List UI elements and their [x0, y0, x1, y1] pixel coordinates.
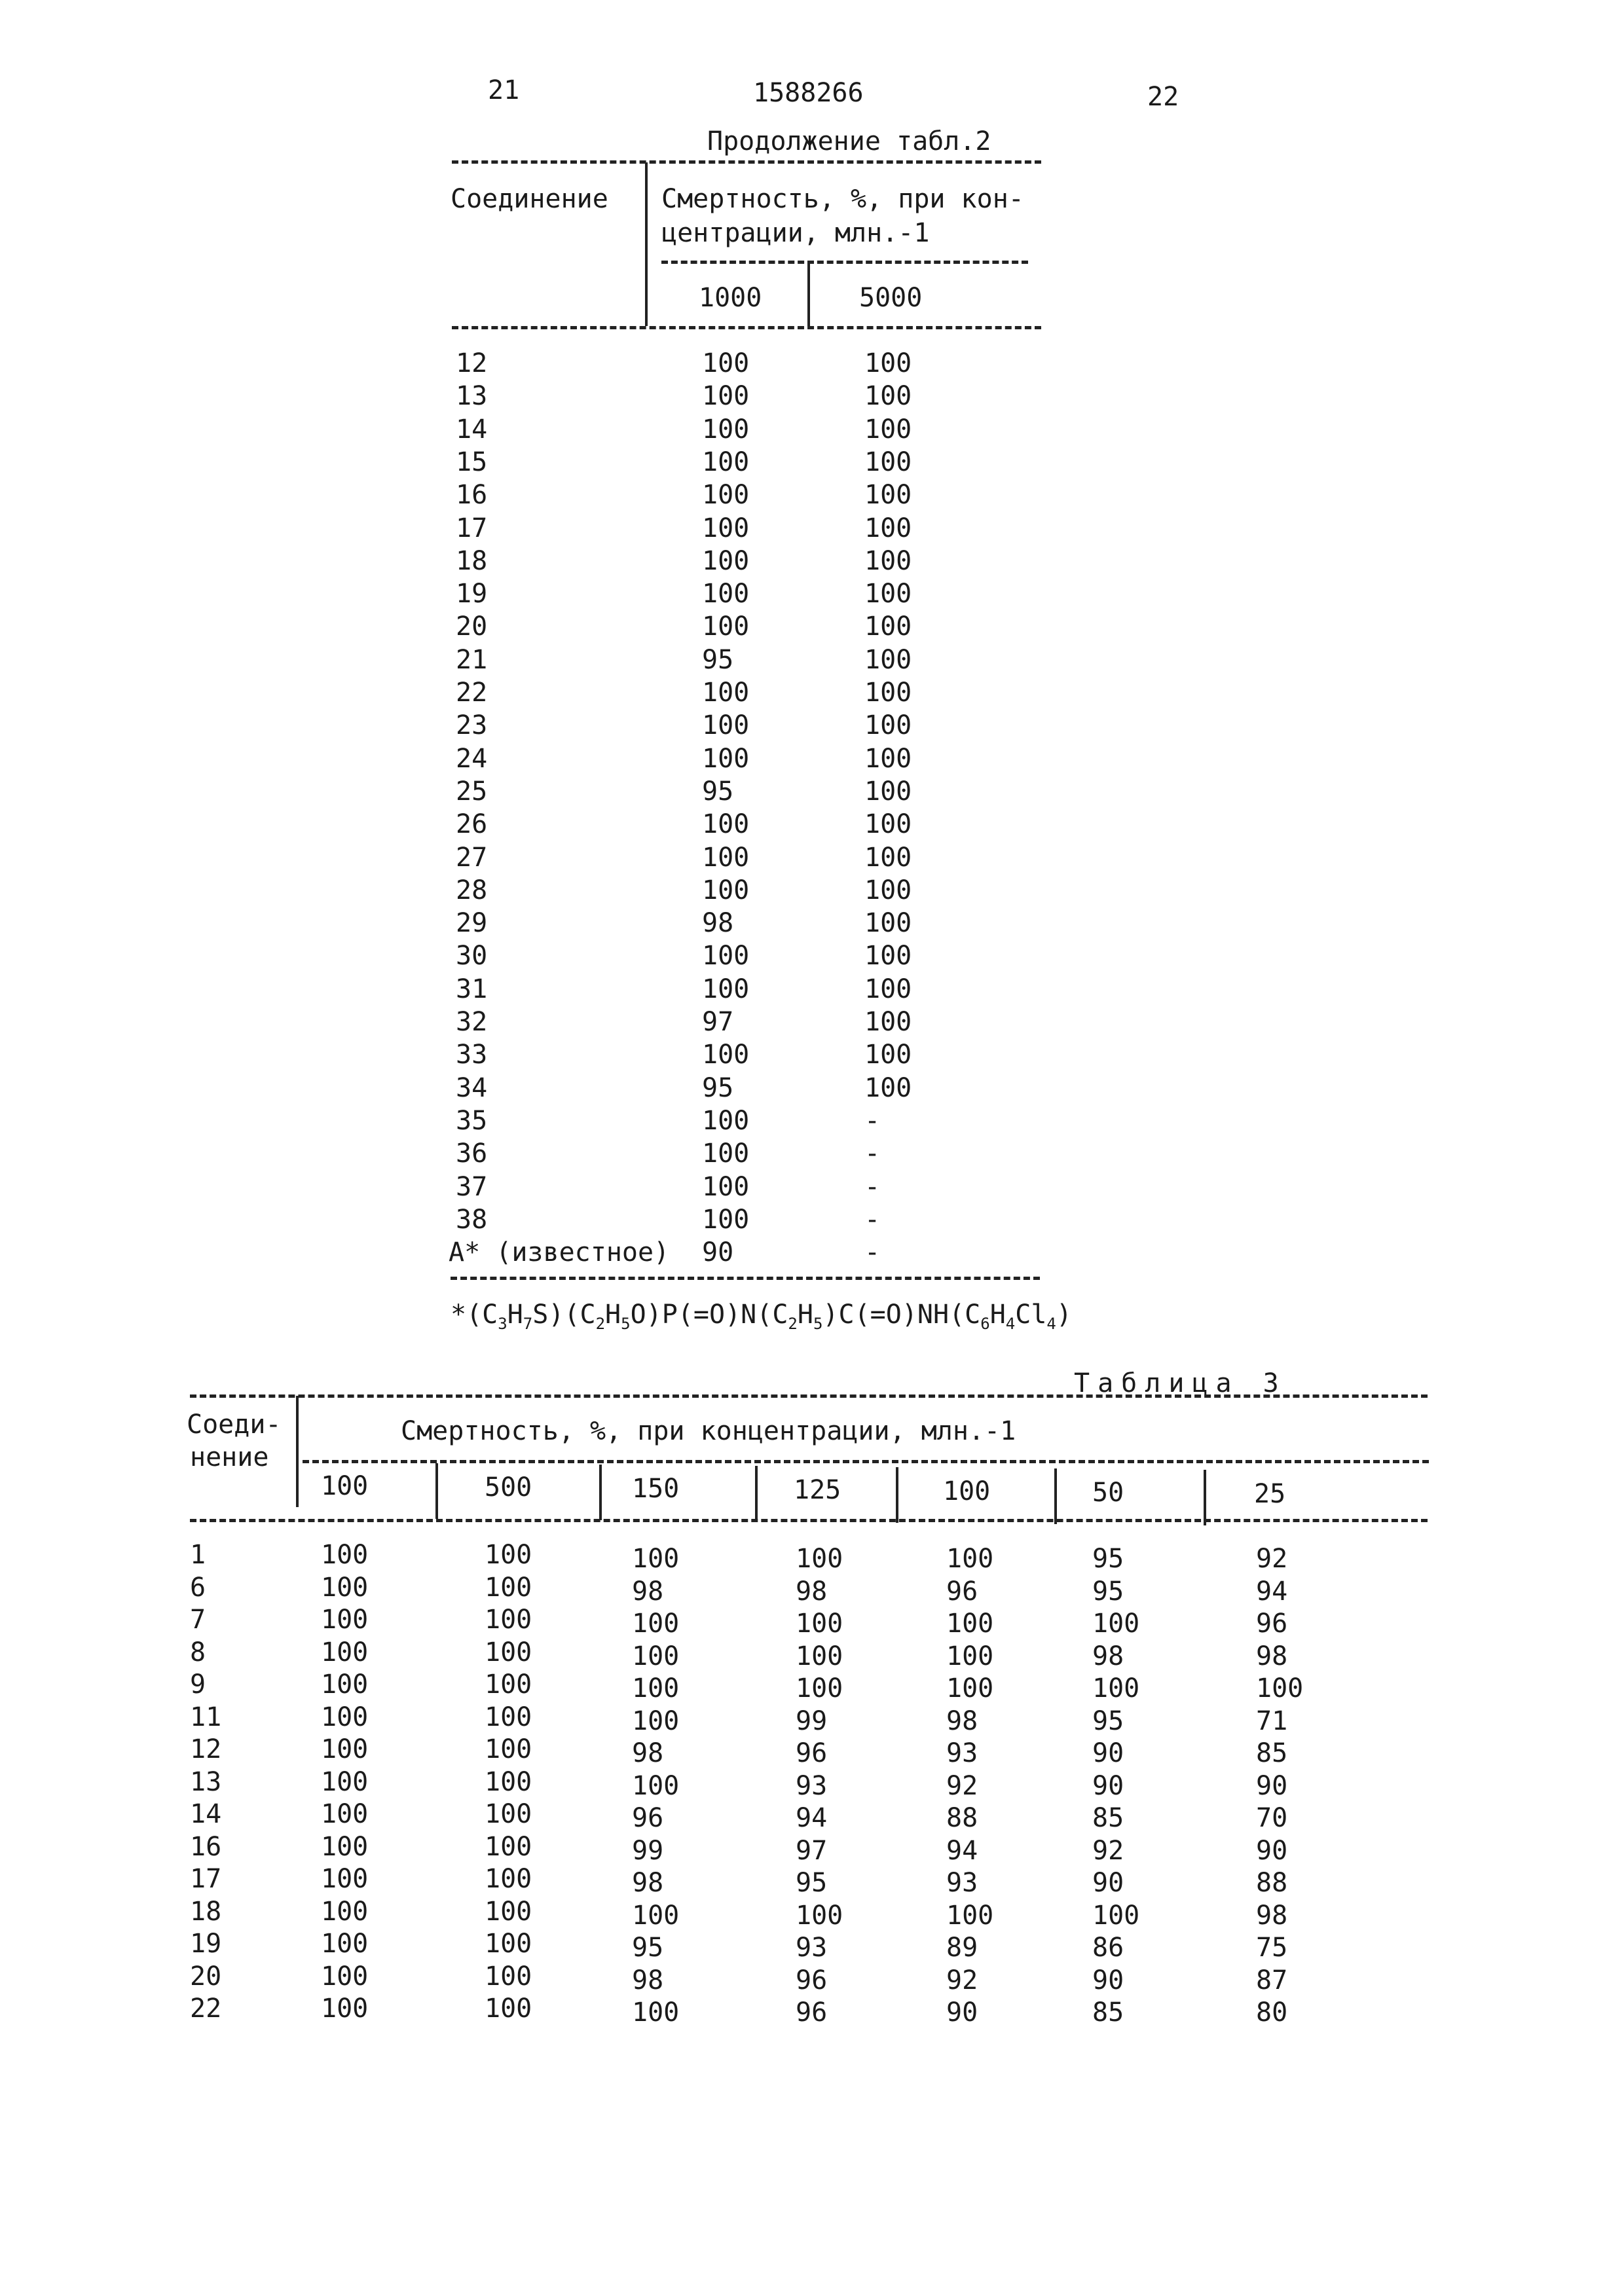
table3-cell-500: 100: [485, 1605, 532, 1635]
table3-cell-150: 100: [632, 1673, 680, 1704]
table2-cell-conc-5000: 100: [864, 414, 912, 445]
table2-cell-conc-5000: 100: [864, 908, 912, 938]
table2-cell-conc-5000: 100: [864, 809, 912, 839]
table3-cell-100: 100: [321, 1734, 369, 1764]
table3-cell-compound: 11: [190, 1702, 222, 1732]
table2-cell-conc-5000: 100: [864, 843, 912, 873]
table2-cell-conc-1000: 100: [702, 1040, 750, 1070]
table2-header-bottom-rule: [452, 326, 1041, 329]
table2-cell-conc-1000: 100: [702, 480, 750, 510]
table2-cell-conc-1000: 100: [702, 1205, 750, 1235]
table3-cell-compound: 8: [190, 1637, 206, 1667]
table2-cell-compound: 29: [456, 908, 488, 938]
table3-header-bottom-rule: [190, 1519, 1428, 1522]
table3-cell-500: 100: [485, 1767, 532, 1797]
table2-cell-compound: 25: [456, 776, 488, 807]
table3-cell-100b: 98: [946, 1706, 978, 1736]
table3-cell-25: 96: [1256, 1609, 1288, 1639]
table3-conc-divider: [599, 1465, 602, 1520]
table3-cell-100b: 100: [946, 1544, 994, 1574]
table2-cell-conc-1000: 100: [702, 843, 750, 873]
table3-cell-100b: 94: [946, 1836, 978, 1866]
table3-cell-125: 97: [796, 1836, 828, 1866]
table2-cell-conc-1000: 100: [702, 710, 750, 740]
table2-cell-conc-1000: 100: [702, 546, 750, 576]
table3-cell-50: 92: [1092, 1836, 1124, 1866]
table3-cell-compound: 20: [190, 1961, 222, 1992]
table3-cell-100b: 93: [946, 1738, 978, 1768]
table3-cell-100b: 96: [946, 1576, 978, 1607]
table2-cell-conc-5000: -: [864, 1172, 881, 1202]
table2-cell-compound: 26: [456, 809, 488, 839]
table3-conc-header: 50: [1092, 1478, 1124, 1508]
table3-cell-25: 70: [1256, 1803, 1288, 1833]
table3-cell-100: 100: [321, 1573, 369, 1603]
table3-cell-125: 100: [796, 1901, 843, 1931]
table2-cell-compound: 15: [456, 447, 488, 477]
table3-cell-compound: 17: [190, 1864, 222, 1894]
table2-cell-compound: 31: [456, 974, 488, 1004]
table2-cell-compound: 24: [456, 744, 488, 774]
table3-cell-500: 100: [485, 1540, 532, 1570]
table3-cell-500: 100: [485, 1994, 532, 2024]
table3-cell-compound: 1: [190, 1540, 206, 1570]
table3-cell-50: 85: [1092, 1997, 1124, 2028]
table3-cell-100: 100: [321, 1702, 369, 1732]
table2-cell-compound: 12: [456, 348, 488, 378]
table2-cell-conc-1000: 100: [702, 447, 750, 477]
table2-cell-conc-5000: 100: [864, 678, 912, 708]
table3-cell-100: 100: [321, 1832, 369, 1862]
table3-cell-compound: 19: [190, 1929, 222, 1959]
table2-cell-conc-5000: 100: [864, 645, 912, 675]
table3-cell-compound: 7: [190, 1605, 206, 1635]
table3-cell-25: 92: [1256, 1544, 1288, 1574]
table3-conc-divider: [435, 1463, 438, 1519]
table3-cell-100: 100: [321, 1897, 369, 1927]
table2-cell-conc-5000: 100: [864, 744, 912, 774]
table2-cell-compound: A* (известное): [449, 1237, 670, 1267]
table3-cell-500: 100: [485, 1702, 532, 1732]
table2-cell-conc-1000: 95: [702, 1073, 734, 1103]
table3-cell-compound: 12: [190, 1734, 222, 1764]
table2-top-rule: [452, 160, 1041, 164]
table2-cell-conc-5000: 100: [864, 1073, 912, 1103]
table3-top-rule: [190, 1394, 1428, 1398]
table3-cell-50: 100: [1092, 1609, 1140, 1639]
document-number: 1588266: [753, 78, 864, 108]
table2-header-divider: [645, 162, 648, 326]
table2-cell-conc-1000: 100: [702, 1172, 750, 1202]
table2-cell-conc-5000: 100: [864, 579, 912, 609]
table3-cell-50: 90: [1092, 1738, 1124, 1768]
table2-cell-conc-5000: 100: [864, 776, 912, 807]
table3-cell-25: 100: [1256, 1673, 1304, 1704]
table3-cell-125: 96: [796, 1738, 828, 1768]
table3-cell-100: 100: [321, 1669, 369, 1700]
table2-cell-compound: 20: [456, 611, 488, 642]
table3-cell-100b: 92: [946, 1965, 978, 1995]
table2-cell-compound: 19: [456, 579, 488, 609]
table2-cell-conc-1000: 100: [702, 611, 750, 642]
table2-header-compound: Соединение: [451, 184, 608, 214]
table2-cell-compound: 17: [456, 513, 488, 543]
table2-cell-conc-1000: 100: [702, 381, 750, 411]
table3-cell-100b: 89: [946, 1933, 978, 1963]
table2-cell-conc-1000: 98: [702, 908, 734, 938]
table3-cell-125: 100: [796, 1673, 843, 1704]
table2-cell-conc-5000: 100: [864, 447, 912, 477]
table3-cell-125: 99: [796, 1706, 828, 1736]
table3-cell-100: 100: [321, 1994, 369, 2024]
table3-cell-500: 100: [485, 1832, 532, 1862]
page-number-right: 22: [1147, 82, 1179, 112]
table3-cell-125: 100: [796, 1641, 843, 1671]
table3-cell-150: 98: [632, 1868, 664, 1898]
table3-cell-500: 100: [485, 1897, 532, 1927]
table3-cell-125: 95: [796, 1868, 828, 1898]
table2-conc-5000: 5000: [859, 283, 923, 313]
table3-cell-100b: 88: [946, 1803, 978, 1833]
table3-cell-100b: 90: [946, 1997, 978, 2028]
table3-cell-100: 100: [321, 1929, 369, 1959]
table2-cell-conc-5000: 100: [864, 974, 912, 1004]
table3-cell-500: 100: [485, 1669, 532, 1700]
table3-cell-100b: 93: [946, 1868, 978, 1898]
table3-conc-header: 100: [321, 1471, 369, 1501]
table3-cell-125: 96: [796, 1997, 828, 2028]
table3-cell-150: 99: [632, 1836, 664, 1866]
table3-conc-header: 150: [632, 1474, 680, 1504]
table3-cell-150: 98: [632, 1738, 664, 1768]
table3-cell-25: 88: [1256, 1868, 1288, 1898]
table2-bottom-rule: [451, 1277, 1040, 1280]
table3-cell-25: 90: [1256, 1771, 1288, 1801]
table2-cell-conc-5000: 100: [864, 710, 912, 740]
table3-cell-500: 100: [485, 1961, 532, 1992]
table2-cell-conc-1000: 100: [702, 941, 750, 971]
table3-cell-25: 98: [1256, 1641, 1288, 1671]
table3-cell-25: 85: [1256, 1738, 1288, 1768]
table3-conc-divider: [1054, 1468, 1057, 1524]
table2-continuation-label: Продолжение табл.2: [707, 126, 991, 156]
table3-cell-compound: 13: [190, 1767, 222, 1797]
table3-cell-25: 71: [1256, 1706, 1288, 1736]
table2-cell-conc-1000: 90: [702, 1237, 734, 1267]
table3-cell-compound: 22: [190, 1994, 222, 2024]
table3-cell-100: 100: [321, 1864, 369, 1894]
table2-cell-conc-5000: 100: [864, 611, 912, 642]
table2-cell-conc-1000: 100: [702, 579, 750, 609]
table2-cell-conc-5000: 100: [864, 513, 912, 543]
table3-cell-150: 100: [632, 1641, 680, 1671]
table3-cell-100b: 100: [946, 1901, 994, 1931]
table3-cell-150: 95: [632, 1933, 664, 1963]
table2-cell-compound: 13: [456, 381, 488, 411]
table3-cell-100: 100: [321, 1605, 369, 1635]
table2-cell-compound: 16: [456, 480, 488, 510]
table2-cell-conc-1000: 100: [702, 1106, 750, 1136]
table2-cell-compound: 38: [456, 1205, 488, 1235]
table3-cell-compound: 6: [190, 1573, 206, 1603]
table2-cell-conc-5000: -: [864, 1205, 881, 1235]
table2-cell-conc-5000: 100: [864, 1007, 912, 1037]
table2-cell-conc-5000: -: [864, 1139, 881, 1169]
table3-cell-100b: 100: [946, 1609, 994, 1639]
table2-cell-conc-1000: 95: [702, 776, 734, 807]
table3-cell-50: 95: [1092, 1706, 1124, 1736]
table2-cell-compound: 32: [456, 1007, 488, 1037]
table2-cell-compound: 28: [456, 875, 488, 905]
table3-cell-50: 100: [1092, 1901, 1140, 1931]
table3-cell-50: 90: [1092, 1771, 1124, 1801]
table2-footnote: $*(C_3H_7S)(C_2H_5O)P(=O)N(C_2H_5)C(=O)NH(C_6H_4Cl_4)$: [451, 1300, 1072, 1333]
table3-header-compound-line2: нение: [190, 1442, 269, 1472]
table3-cell-500: 100: [485, 1929, 532, 1959]
table3-cell-150: 100: [632, 1901, 680, 1931]
table3-cell-100: 100: [321, 1637, 369, 1667]
table3-header-compound-line1: Соеди-: [187, 1410, 282, 1440]
table3-cell-150: 98: [632, 1576, 664, 1607]
table2-cell-conc-1000: 97: [702, 1007, 734, 1037]
table3-cell-100: 100: [321, 1767, 369, 1797]
table3-cell-50: 86: [1092, 1933, 1124, 1963]
table3-cell-50: 100: [1092, 1673, 1140, 1704]
table3-cell-125: 93: [796, 1933, 828, 1963]
table2-cell-conc-1000: 100: [702, 809, 750, 839]
table2-cell-conc-1000: 95: [702, 645, 734, 675]
table3-cell-125: 98: [796, 1576, 828, 1607]
table3-cell-100b: 100: [946, 1641, 994, 1671]
table3-cell-100: 100: [321, 1961, 369, 1992]
table3-conc-divider: [755, 1466, 758, 1522]
table3-cell-50: 95: [1092, 1576, 1124, 1607]
table3-cell-125: 100: [796, 1609, 843, 1639]
table3-cell-compound: 18: [190, 1897, 222, 1927]
table2-cell-compound: 14: [456, 414, 488, 445]
table3-cell-125: 93: [796, 1771, 828, 1801]
table2-cell-conc-5000: 100: [864, 381, 912, 411]
table3-cell-150: 100: [632, 1997, 680, 2028]
table2-cell-conc-1000: 100: [702, 348, 750, 378]
table3-cell-125: 96: [796, 1965, 828, 1995]
table3-cell-25: 94: [1256, 1576, 1288, 1607]
table3-header-divider: [296, 1396, 299, 1507]
table3-cell-50: 85: [1092, 1803, 1124, 1833]
table2-cell-conc-1000: 100: [702, 974, 750, 1004]
table2-cell-conc-5000: -: [864, 1237, 881, 1267]
table2-conc-1000: 1000: [699, 283, 762, 313]
table3-cell-150: 96: [632, 1803, 664, 1833]
table3-conc-header: 25: [1254, 1479, 1286, 1509]
table3-cell-150: 100: [632, 1544, 680, 1574]
table3-cell-150: 100: [632, 1609, 680, 1639]
table2-cell-conc-5000: 100: [864, 480, 912, 510]
table2-cell-conc-5000: 100: [864, 941, 912, 971]
table3-cell-25: 90: [1256, 1836, 1288, 1866]
table3-conc-header: 100: [943, 1476, 991, 1506]
table2-cell-compound: 34: [456, 1073, 488, 1103]
table3-cell-125: 94: [796, 1803, 828, 1833]
table2-cell-conc-5000: 100: [864, 1040, 912, 1070]
table3-cell-500: 100: [485, 1734, 532, 1764]
table3-cell-100b: 100: [946, 1673, 994, 1704]
table2-cell-conc-5000: 100: [864, 875, 912, 905]
table2-cell-compound: 21: [456, 645, 488, 675]
table3-cell-50: 95: [1092, 1544, 1124, 1574]
table2-cell-compound: 22: [456, 678, 488, 708]
table3-cell-50: 90: [1092, 1965, 1124, 1995]
table3-conc-divider: [896, 1467, 898, 1523]
table3-cell-100: 100: [321, 1799, 369, 1829]
table3-cell-compound: 14: [190, 1799, 222, 1829]
table2-header-mortality-line2: центрации, млн.-1: [661, 218, 930, 248]
table2-cell-conc-5000: 100: [864, 546, 912, 576]
table2-cell-compound: 27: [456, 843, 488, 873]
table3-conc-header: 125: [794, 1475, 841, 1505]
table3-cell-150: 98: [632, 1965, 664, 1995]
table3-cell-50: 90: [1092, 1868, 1124, 1898]
table3-conc-divider: [1204, 1470, 1206, 1525]
table2-cell-compound: 36: [456, 1139, 488, 1169]
table3-cell-500: 100: [485, 1573, 532, 1603]
table3-cell-25: 75: [1256, 1933, 1288, 1963]
table3-cell-25: 98: [1256, 1901, 1288, 1931]
table3-cell-100b: 92: [946, 1771, 978, 1801]
table2-cell-conc-1000: 100: [702, 414, 750, 445]
table2-cell-conc-1000: 100: [702, 513, 750, 543]
table2-cell-conc-5000: 100: [864, 348, 912, 378]
table3-cell-100: 100: [321, 1540, 369, 1570]
table2-subheader-rule: [661, 261, 1028, 264]
table2-cell-conc-5000: -: [864, 1106, 881, 1136]
table2-cell-conc-1000: 100: [702, 678, 750, 708]
table2-cell-compound: 23: [456, 710, 488, 740]
table2-cell-compound: 33: [456, 1040, 488, 1070]
table3-header-mortality: Смертность, %, при концентрации, млн.-1: [401, 1416, 1016, 1446]
table2-cell-conc-1000: 100: [702, 875, 750, 905]
page-number-left: 21: [488, 75, 520, 105]
table2-cell-compound: 35: [456, 1106, 488, 1136]
table3-cell-compound: 16: [190, 1832, 222, 1862]
table3-cell-150: 100: [632, 1771, 680, 1801]
table3-cell-50: 98: [1092, 1641, 1124, 1671]
table3-caption: Таблица 3: [1074, 1368, 1287, 1398]
table3-cell-500: 100: [485, 1637, 532, 1667]
table3-cell-compound: 9: [190, 1669, 206, 1700]
table2-cell-compound: 37: [456, 1172, 488, 1202]
table3-cell-25: 80: [1256, 1997, 1288, 2028]
table2-cell-conc-1000: 100: [702, 744, 750, 774]
table2-cell-compound: 30: [456, 941, 488, 971]
table3-conc-header: 500: [485, 1472, 532, 1503]
table3-subheader-rule: [303, 1460, 1429, 1463]
table3-cell-500: 100: [485, 1864, 532, 1894]
table3-cell-25: 87: [1256, 1965, 1288, 1995]
table2-cell-conc-1000: 100: [702, 1139, 750, 1169]
table2-cell-compound: 18: [456, 546, 488, 576]
table2-header-mortality-line1: Смертность, %, при кон-: [661, 184, 1024, 214]
table2-concentration-divider: [807, 262, 810, 326]
table3-cell-500: 100: [485, 1799, 532, 1829]
table3-cell-150: 100: [632, 1706, 680, 1736]
table3-cell-125: 100: [796, 1544, 843, 1574]
